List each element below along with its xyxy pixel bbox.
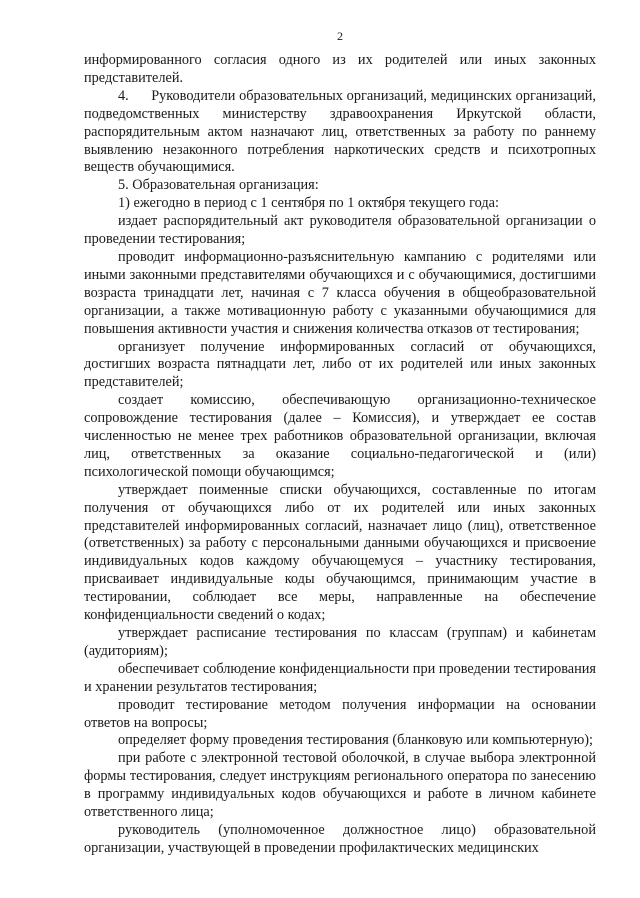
paragraph: создает комиссию, обеспечивающую организационно-техническое сопровождение тестирования (далее – Комиссия), и утверждает ее состав численностью не менее трех работников образовательной организации, включая лиц, ответственных за оказание социально-педагогической и (или) психологической помощи обучающимся; xyxy=(84,392,596,480)
paragraph: проводит тестирование методом получения информации на основании ответов на вопросы; xyxy=(84,696,596,731)
paragraph: 1) ежегодно в период с 1 сентября по 1 октября текущего года: xyxy=(118,195,499,212)
paragraph: утверждает расписание тестирования по классам (группам) и кабинетам (аудиториям); xyxy=(84,625,596,659)
paragraph: 5. Образовательная организация: xyxy=(118,177,319,194)
paragraph: 4. Руководители образовательных организаций, медицинских организаций, подведомственных министерству здравоохранения Иркутской области, распорядительным актом назначают лиц, ответственных за работу по раннему выявлению незаконного потребления наркотических средств и психотропных веществ обучающимися. xyxy=(84,87,596,176)
paragraph: при работе с электронной тестовой оболочкой, в случае выбора электронной формы тестирования, следует инструкциям регионального оператора по занесению в программу индивидуальных кодов обучающихся и работе в личном кабинете ответственного лица; xyxy=(84,750,596,821)
paragraph: руководитель (уполномоченное должностное лицо) образовательной организации, участвующей в проведении профилактических медицинских xyxy=(84,821,596,856)
paragraph: издает распорядительный акт руководителя образовательной организации о проведении тестирования; xyxy=(84,213,596,248)
paragraph: проводит информационно-разъяснительную кампанию с родителями или иными законными представителями обучающихся и с обучающимися, достигшими возраста тринадцати лет, начиная с 7 класса обучения в общеобразовательной организации, а также мотивационную работу с указанными обучающимися для повышения активности участия и снижения количества отказов от тестирования; xyxy=(84,248,596,337)
paragraph: организует получение информированных согласий от обучающихся, достигших возраста пятнадцати лет, либо от их родителей или иных законных представителей; xyxy=(84,338,596,391)
document-page xyxy=(84,28,596,858)
page-number: 2 xyxy=(337,29,343,43)
paragraph: информированного согласия одного из их родителей или иных законных представителей. xyxy=(84,52,596,86)
document-body xyxy=(84,52,596,858)
paragraph: утверждает поименные списки обучающихся, составленные по итогам получения от обучающихся либо от их родителей или иных законных представителей информированных согласий, назначает лицо (лиц), ответственное (ответственных) за работу с персональными данными обучающихся и присвоение индивидуальных кодов каждому обучающемуся – участнику тестирования, присваивает индивидуальные коды обучающимся, принимающим участие в тестировании, соблюдает все меры, направленные на обеспечение конфиденциальности сведений о кодах; xyxy=(84,481,596,624)
paragraph: обеспечивает соблюдение конфиденциальности при проведении тестирования и хранении результатов тестирования; xyxy=(84,660,597,695)
paragraph: определяет форму проведения тестирования (бланковую или компьютерную); xyxy=(118,732,594,749)
